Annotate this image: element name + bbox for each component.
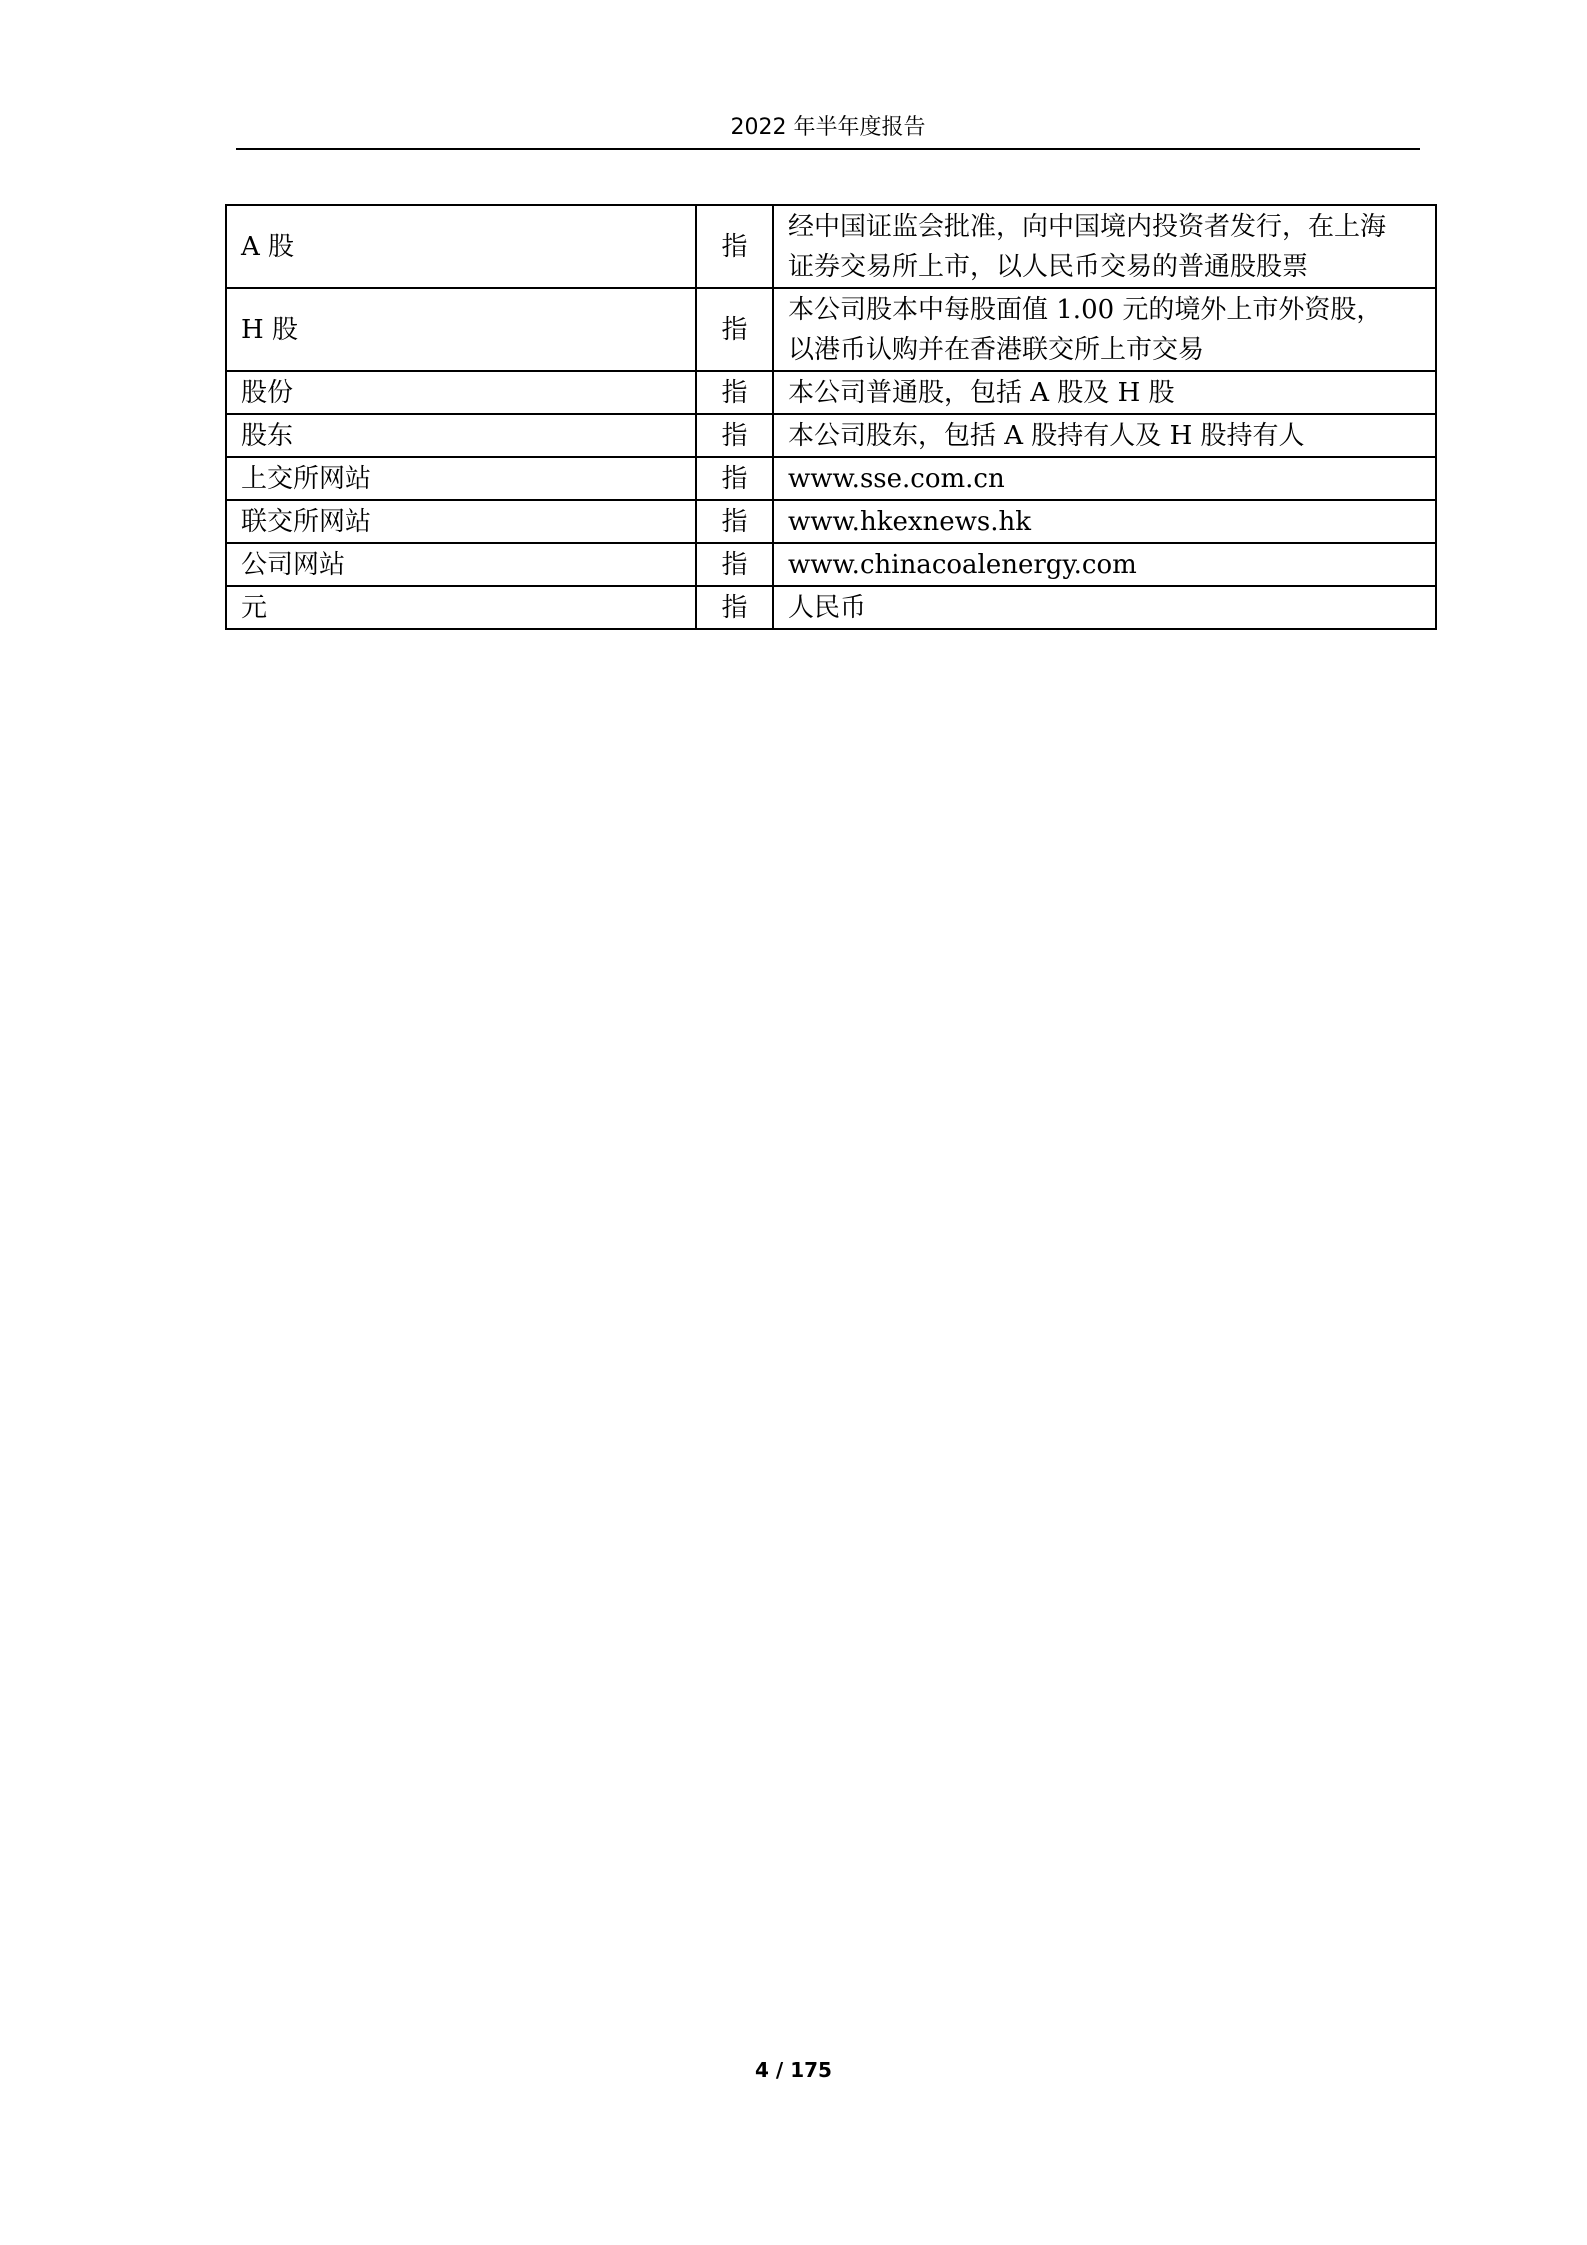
table-row (226, 414, 1436, 457)
definition-text (773, 414, 1436, 457)
definition-term: 上交所网站 (226, 457, 696, 500)
definition-text (773, 543, 1436, 586)
definition-marker: 指 (696, 371, 773, 414)
table-row (226, 371, 1436, 414)
definition-text (773, 586, 1436, 629)
definition-line: 本公司股东，包括 A 股持有人及 H 股持有人 (788, 420, 1305, 451)
definition-marker: 指 (696, 414, 773, 457)
definition-line: 证券交易所上市，以人民币交易的普通股股票 (788, 251, 1309, 282)
definition-term: 公司网站 (226, 543, 696, 586)
definition-line: 经中国证监会批准，向中国境内投资者发行，在上海 (788, 211, 1387, 242)
definitions-table (225, 204, 1437, 630)
table-row (226, 586, 1436, 629)
table-row (226, 288, 1436, 371)
definition-term: 股东 (226, 414, 696, 457)
definition-marker: 指 (696, 586, 773, 629)
definition-text (773, 288, 1436, 371)
definition-text (773, 500, 1436, 543)
definition-term: 元 (226, 586, 696, 629)
report-title: 2022 年半年度报告 (730, 115, 926, 140)
table-row (226, 205, 1436, 288)
table-row (226, 457, 1436, 500)
definition-text (773, 371, 1436, 414)
definition-term: A 股 (226, 205, 696, 288)
definition-marker: 指 (696, 543, 773, 586)
definition-line: 本公司股本中每股面值 1.00 元的境外上市外资股， (788, 294, 1383, 325)
definition-term: 联交所网站 (226, 500, 696, 543)
definition-marker: 指 (696, 205, 773, 288)
page-number: 4 / 175 (755, 2058, 832, 2082)
page-footer (0, 2058, 1587, 2082)
definition-line: 人民币 (788, 592, 867, 623)
page-header (236, 108, 1420, 148)
definition-line: www.chinacoalenergy.com (788, 549, 1137, 580)
definition-marker: 指 (696, 500, 773, 543)
definition-line: 本公司普通股，包括 A 股及 H 股 (788, 377, 1175, 408)
table-row (226, 543, 1436, 586)
header-divider (236, 148, 1420, 150)
definition-text (773, 457, 1436, 500)
definition-term: 股份 (226, 371, 696, 414)
definition-line: www.sse.com.cn (788, 463, 1005, 494)
definition-term: H 股 (226, 288, 696, 371)
definition-marker: 指 (696, 457, 773, 500)
definition-marker: 指 (696, 288, 773, 371)
definition-line: 以港币认购并在香港联交所上市交易 (788, 334, 1205, 365)
table-row (226, 500, 1436, 543)
definition-line: www.hkexnews.hk (788, 506, 1031, 537)
definition-text (773, 205, 1436, 288)
